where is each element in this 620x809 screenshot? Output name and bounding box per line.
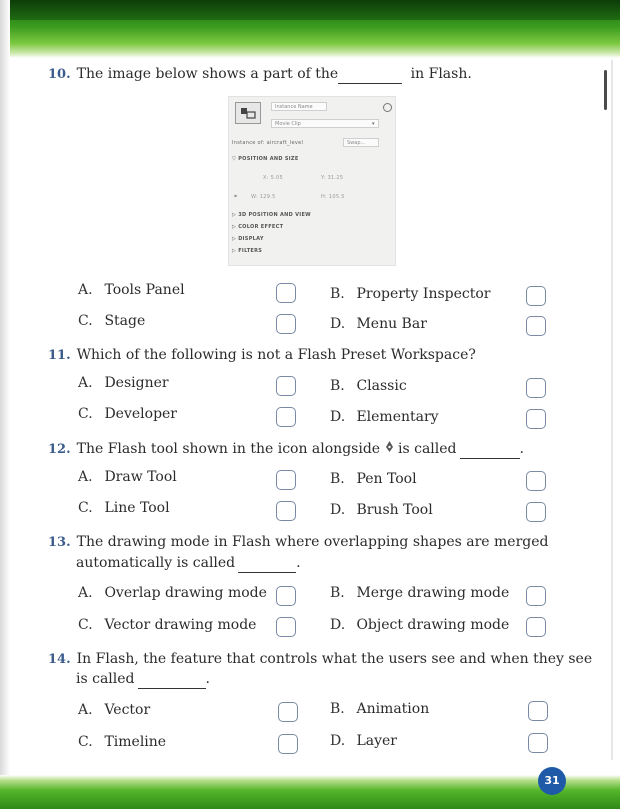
question-text-line2: automatically is called (76, 555, 236, 571)
page-edge-line (611, 60, 613, 760)
option-letter: D. (330, 733, 346, 749)
question-text-line1: In Flash, the feature that controls what the users see and when they see (76, 651, 593, 667)
question-text: The Flash tool shown in the icon alongside (76, 441, 381, 457)
section-label: 3D POSITION AND VIEW (238, 212, 311, 218)
option-text: Merge drawing mode (356, 585, 510, 601)
question-text-line2: is called (76, 671, 135, 687)
swap-button: Swap... (343, 138, 379, 147)
q10-option-b-checkbox[interactable] (526, 286, 546, 306)
link-icon: ⚭ (233, 193, 239, 200)
w-value: W: 129.5 (251, 194, 276, 200)
q13-option-a (78, 585, 267, 601)
option-text: Line Tool (104, 500, 170, 516)
option-text: Tools Panel (104, 282, 185, 298)
bottom-green-banner (0, 775, 620, 809)
option-text: Elementary (356, 409, 439, 425)
q12-option-a-checkbox[interactable] (276, 470, 296, 490)
q12-option-c-checkbox[interactable] (276, 501, 296, 521)
q11-option-b-checkbox[interactable] (526, 378, 546, 398)
q11-option-b (330, 378, 407, 394)
question-text: Which of the following is not a Flash Preset Workspace? (76, 347, 476, 363)
h-value: H: 105.5 (321, 194, 345, 200)
question-10 (48, 64, 472, 84)
movie-clip-icon (235, 102, 261, 124)
option-letter: B. (330, 471, 345, 487)
question-12: 12. The Flash tool shown in the icon alongside is called . (48, 441, 524, 457)
option-text: Stage (104, 313, 146, 329)
q12-option-b-checkbox[interactable] (526, 471, 546, 491)
question-text-end: is called (397, 441, 457, 457)
q12-option-b (330, 471, 417, 487)
q12-option-c (78, 500, 170, 516)
q11-option-d (330, 409, 439, 425)
q11-option-a (78, 375, 169, 391)
q10-option-d (330, 316, 427, 332)
option-letter: A. (78, 585, 93, 601)
q11-option-c-checkbox[interactable] (276, 407, 296, 427)
question-number: 10. (48, 67, 71, 82)
instance-of-label: Instance of: aircraft_level (232, 140, 304, 146)
section-label: FILTERS (238, 248, 263, 254)
question-text-end: in Flash. (410, 66, 472, 82)
option-text: Timeline (104, 734, 167, 750)
option-letter: C. (78, 313, 93, 329)
q13-option-b (330, 585, 509, 601)
filters-header: ▷ FILTERS (232, 248, 263, 254)
3d-position-header: ▷ 3D POSITION AND VIEW (232, 212, 311, 218)
option-letter: A. (78, 282, 93, 298)
q10-option-c (78, 313, 145, 329)
help-icon (383, 103, 392, 112)
question-13-line2: automatically is called . (76, 555, 301, 571)
option-letter: B. (330, 378, 345, 394)
section-label: POSITION AND SIZE (238, 156, 299, 162)
option-letter: D. (330, 409, 346, 425)
option-text: Layer (356, 733, 397, 749)
q13-option-b-checkbox[interactable] (526, 586, 546, 606)
option-letter: A. (78, 375, 93, 391)
q13-option-c-checkbox[interactable] (276, 617, 296, 637)
property-inspector-screenshot (228, 96, 396, 266)
q11-option-c (78, 406, 177, 422)
q14-option-a-checkbox[interactable] (278, 702, 298, 722)
question-number: 12. (48, 442, 71, 457)
option-letter: A. (78, 469, 93, 485)
q10-option-a (78, 282, 185, 298)
answer-blank (460, 439, 520, 459)
q10-option-b (330, 286, 491, 302)
option-text: Object drawing mode (356, 617, 510, 633)
q13-option-d (330, 617, 509, 633)
q13-option-c (78, 617, 256, 633)
question-number: 11. (48, 348, 71, 363)
q12-option-d (330, 502, 433, 518)
answer-blank (138, 669, 206, 689)
chevron-down-icon: ▾ (372, 121, 375, 127)
q14-option-d (330, 733, 397, 749)
q14-option-b (330, 701, 429, 717)
option-letter: B. (330, 585, 345, 601)
option-letter: C. (78, 406, 93, 422)
page-spine-shadow (0, 0, 10, 809)
question-number: 13. (48, 535, 71, 550)
color-effect-header: ▷ COLOR EFFECT (232, 224, 284, 230)
q14-option-b-checkbox[interactable] (528, 701, 548, 721)
option-letter: C. (78, 617, 93, 633)
q11-option-d-checkbox[interactable] (526, 409, 546, 429)
question-13 (48, 533, 549, 552)
option-text: Overlap drawing mode (104, 585, 267, 601)
option-letter: D. (330, 617, 346, 633)
y-value: Y: 31.25 (321, 175, 344, 181)
option-letter: B. (330, 286, 345, 302)
symbol-type-label: Movie Clip (275, 121, 301, 127)
q14-option-a (78, 702, 150, 718)
q12-option-d-checkbox[interactable] (526, 502, 546, 522)
option-text: Classic (356, 378, 407, 394)
answer-blank (338, 64, 402, 84)
option-text: Vector drawing mode (104, 617, 257, 633)
option-text: Property Inspector (356, 286, 491, 302)
symbol-type-select (271, 119, 379, 128)
question-number: 14. (48, 652, 71, 667)
top-green-banner (0, 0, 620, 58)
option-text: Menu Bar (356, 316, 427, 332)
q10-option-c-checkbox[interactable] (276, 314, 296, 334)
q10-option-a-checkbox[interactable] (276, 283, 296, 303)
section-label: DISPLAY (238, 236, 264, 242)
answer-blank (238, 553, 296, 573)
option-letter: D. (330, 316, 346, 332)
option-text: Vector (104, 702, 151, 718)
question-text: The image below shows a part of the (76, 66, 339, 82)
question-14-line2: is called . (76, 671, 210, 687)
q14-option-c-checkbox[interactable] (278, 734, 298, 754)
display-header: ▷ DISPLAY (232, 236, 264, 242)
option-text: Animation (356, 701, 430, 717)
q13-option-a-checkbox[interactable] (276, 586, 296, 606)
section-label: COLOR EFFECT (238, 224, 284, 230)
q11-option-a-checkbox[interactable] (276, 376, 296, 396)
option-letter: D. (330, 502, 346, 518)
option-text: Pen Tool (356, 471, 417, 487)
q10-option-d-checkbox[interactable] (526, 316, 546, 336)
option-letter: C. (78, 500, 93, 516)
page-number: 31 (538, 767, 566, 795)
question-text-line1: The drawing mode in Flash where overlapping shapes are merged (76, 534, 549, 550)
question-11 (48, 346, 476, 365)
instance-name-field: Instance Name (271, 102, 327, 111)
option-letter: B. (330, 701, 345, 717)
q14-option-d-checkbox[interactable] (528, 733, 548, 753)
q14-option-c (78, 734, 166, 750)
option-text: Draw Tool (104, 469, 177, 485)
option-text: Brush Tool (356, 502, 433, 518)
position-and-size-header: ▽ POSITION AND SIZE (232, 156, 299, 162)
x-value: X: 5.05 (263, 175, 283, 181)
question-14 (48, 650, 592, 669)
option-text: Designer (104, 375, 169, 391)
q12-option-a (78, 469, 177, 485)
option-letter: C. (78, 734, 93, 750)
pen-tool-icon (385, 440, 394, 459)
option-letter: A. (78, 702, 93, 718)
q13-option-d-checkbox[interactable] (526, 617, 546, 637)
page-edge-mark (604, 70, 607, 110)
option-text: Developer (104, 406, 178, 422)
